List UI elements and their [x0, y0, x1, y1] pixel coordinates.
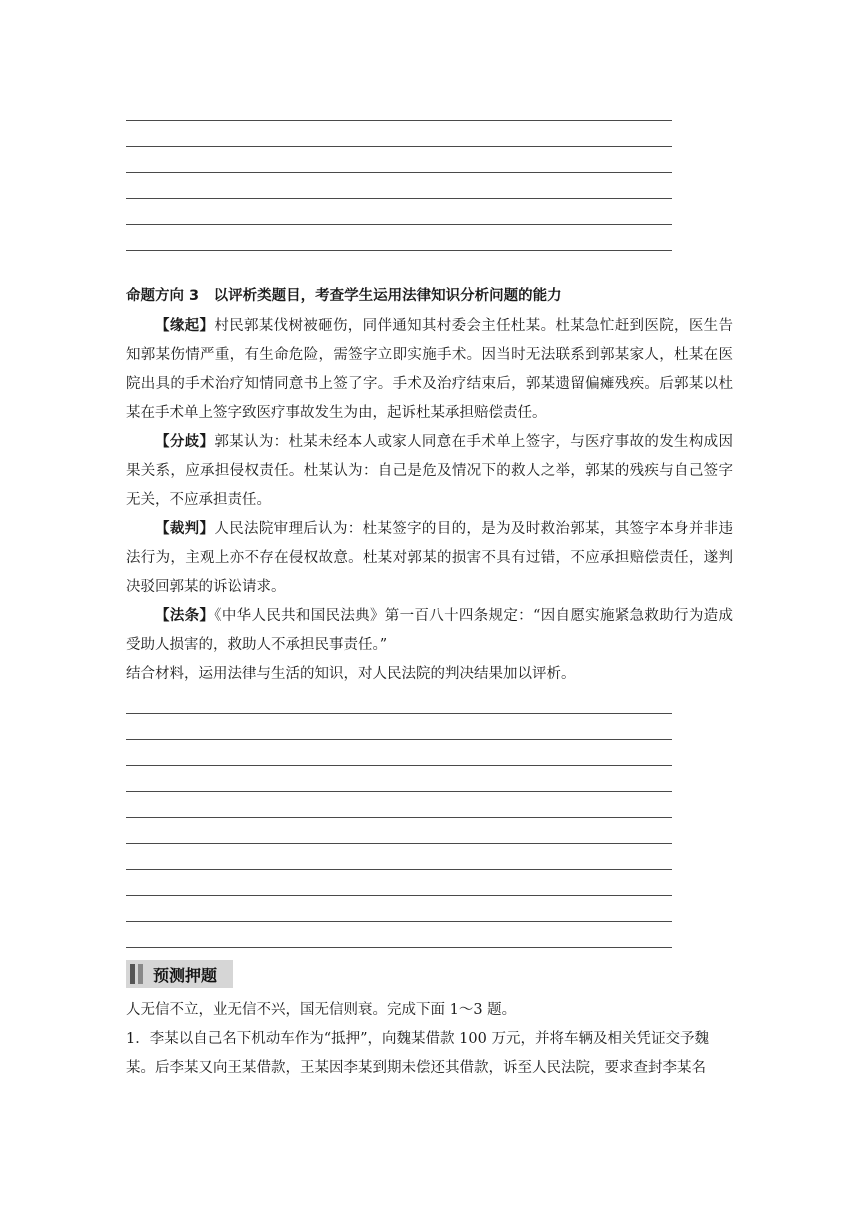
- answer-line: [126, 739, 672, 740]
- question-1: 1．李某以自己名下机动车作为“抵押”，向魏某借款 100 万元，并将车辆及相关凭证交予魏某。后李某又向王某借款，王某因李某到期未偿还其借款，诉至人民法院，要求查封李某名: [126, 1031, 709, 1076]
- origin-paragraph: [126, 312, 733, 428]
- answer-line: [126, 947, 672, 948]
- answer-line: [126, 172, 672, 173]
- answer-lines-bottom: [126, 713, 672, 973]
- answer-line: [126, 250, 672, 251]
- law-text: 《中华人民共和国民法典》第一百八十四条规定：“因自愿实施紧急救助行为造成受助人损害的，救助人不承担民事责任。”: [126, 608, 733, 653]
- answer-line: [126, 198, 672, 199]
- origin-text: 村民郭某伐树被砸伤，同伴通知其村委会主任杜某。杜某急忙赶到医院，医生告知郭某伤情严重，有生命危险，需签字立即实施手术。因当时无法联系到郭某家人，杜某在医院出具的手术治疗知情同意书上签了字。手术及治疗结束后，郭某遗留偏瘫残疾。后郭某以杜某在手术单上签字致医疗事故发生为由，起诉杜某承担赔偿责任。: [126, 318, 734, 421]
- task-prompt: 结合材料，运用法律与生活的知识，对人民法院的判决结果加以评析。: [126, 666, 576, 682]
- banner-marker-icon: [130, 964, 145, 984]
- answer-line: [126, 120, 672, 121]
- dispute-text: 郭某认为：杜某未经本人或家人同意在手术单上签字，与医疗事故的发生构成因果关系，应承担侵权责任。杜某认为：自己是危及情况下的救人之举，郭某的残疾与自己签字无关，不应承担责任。: [126, 434, 734, 508]
- answer-line: [126, 843, 672, 844]
- dispute-paragraph: [126, 428, 733, 515]
- answer-line: [126, 895, 672, 896]
- answer-line: [126, 921, 672, 922]
- case-material: [126, 312, 733, 689]
- banner-title: 预测押题: [153, 965, 218, 985]
- ruling-paragraph: [126, 515, 733, 602]
- prediction-section: [126, 996, 733, 1083]
- answer-line: [126, 713, 672, 714]
- section-heading: 命题方向 3 以评析类题目，考查学生运用法律知识分析问题的能力: [126, 288, 562, 304]
- answer-line: [126, 224, 672, 225]
- answer-line: [126, 146, 672, 147]
- law-paragraph: [126, 602, 733, 660]
- dispute-label: 【分歧】: [155, 434, 215, 450]
- section-banner: [126, 960, 233, 988]
- ruling-text: 人民法院审理后认为：杜某签字的目的，是为及时救治郭某，其签字本身并非违法行为，主观上亦不存在侵权故意。杜某对郭某的损害不具有过错，不应承担赔偿责任，遂判决驳回郭某的诉讼请求。: [126, 521, 734, 595]
- answer-line: [126, 817, 672, 818]
- answer-line: [126, 869, 672, 870]
- ruling-label: 【裁判】: [155, 521, 215, 537]
- answer-line: [126, 765, 672, 766]
- origin-label: 【缘起】: [155, 318, 215, 334]
- law-label: 【法条】: [155, 608, 215, 624]
- prediction-intro: 人无信不立，业无信不兴，国无信则衰。完成下面 1～3 题。: [126, 1002, 517, 1018]
- answer-lines-top: [126, 120, 672, 276]
- answer-line: [126, 791, 672, 792]
